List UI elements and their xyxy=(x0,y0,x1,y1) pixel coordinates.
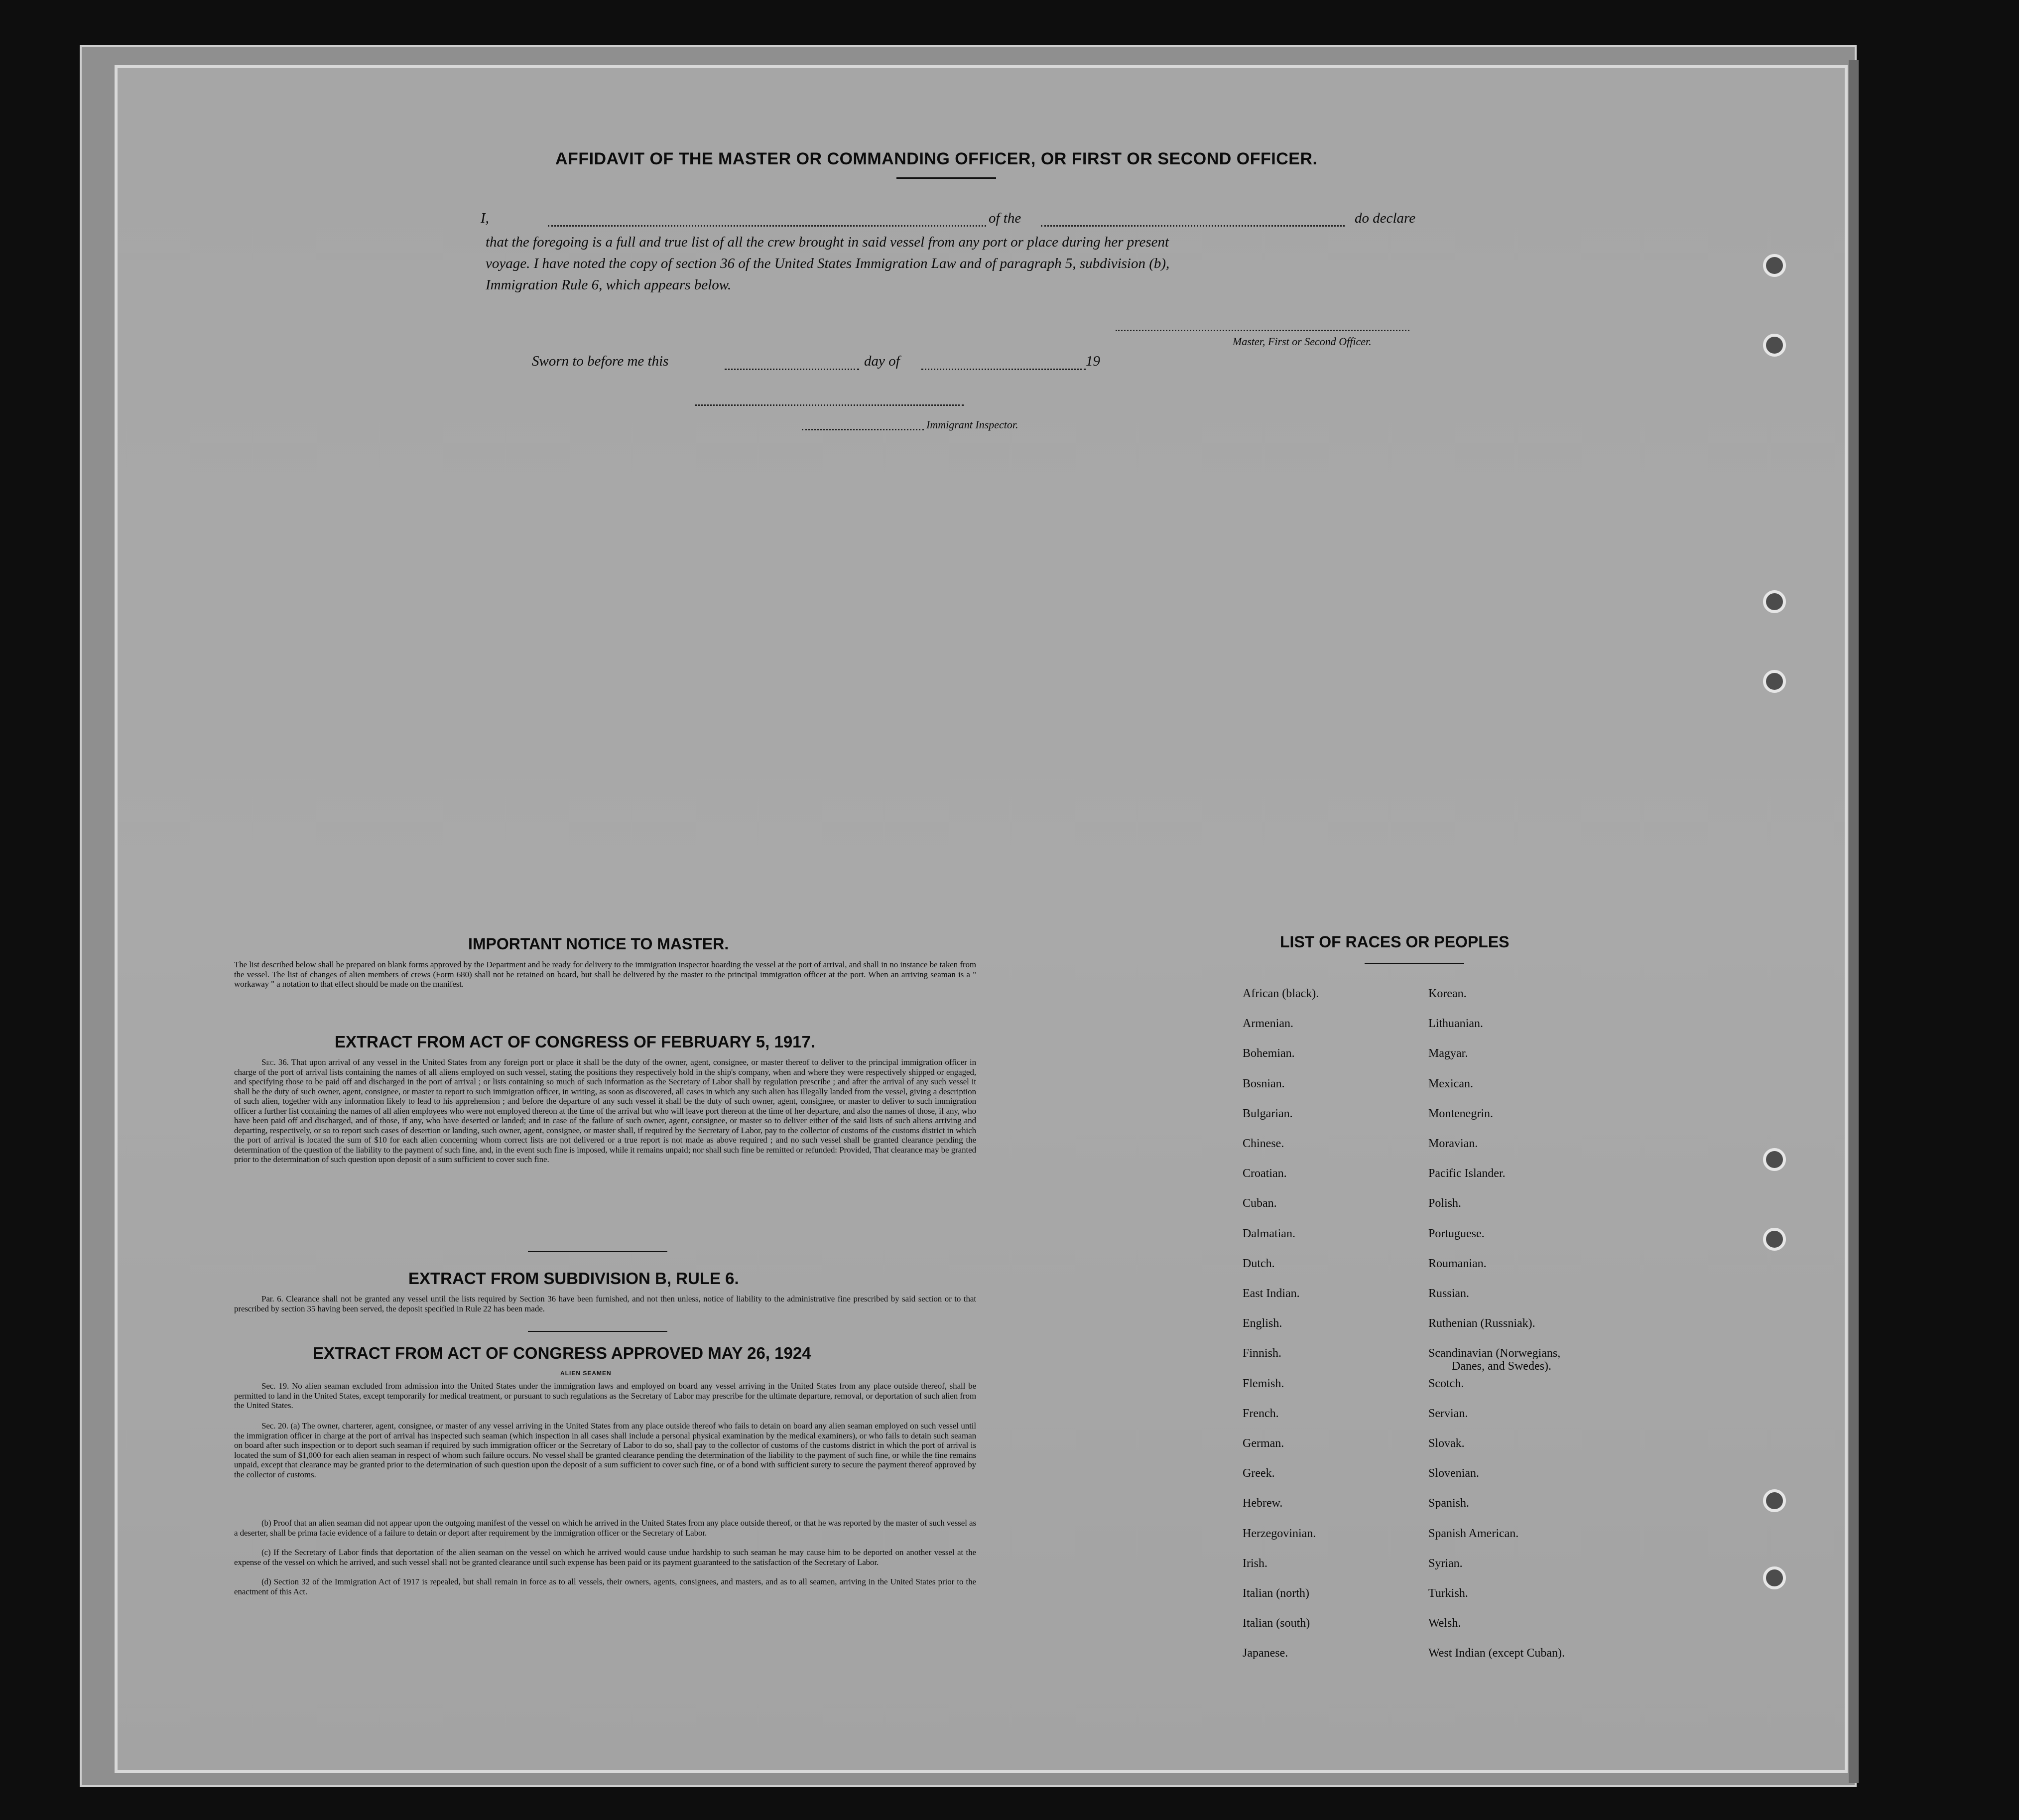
binder-hole xyxy=(1763,254,1786,277)
day-blank xyxy=(725,369,859,370)
affidavit-of-the: of the xyxy=(989,210,1021,226)
notice-body: The list described below shall be prepared on blank forms approved by the Department and be ready for delivery to the immigration inspector boarding the vessel at the port of arrival, and shall in no instance be taken from the vessel. The list of changes of alien members of crews (Form 680) shall not be retained on board, but shall be delivered by the master to the principal immigration officer at the port. When an arriving seaman is a " workaway " a notation to that effect should be made on the manifest. xyxy=(234,960,976,989)
race-item: Italian (north) xyxy=(1243,1587,1309,1600)
race-item: Cuban. xyxy=(1243,1197,1277,1210)
race-item: Flemish. xyxy=(1243,1377,1284,1390)
race-item: Moravian. xyxy=(1428,1137,1478,1150)
sworn-year: 19 xyxy=(1086,353,1100,369)
binder-hole xyxy=(1763,1148,1786,1171)
race-item: Roumanian. xyxy=(1428,1257,1487,1270)
race-item: Dalmatian. xyxy=(1243,1227,1295,1240)
affidavit-declare: do declare xyxy=(1355,210,1416,226)
race-item: Lithuanian. xyxy=(1428,1017,1483,1031)
race-item: Magyar. xyxy=(1428,1047,1468,1060)
act-1924-sec-19: Sec. 19. No alien seaman excluded from admission into the United States under the immigration laws and employed on board any vessel arriving in the United States from any place outside thereof, shall be permitted to land in the United States, except temporarily for medical treatment, or pursuant to such regulations as the Secretary of Labor may prescribe for the ultimate departure, removal, or deportation of such alien from the United States. xyxy=(234,1381,976,1410)
affidavit-line-3: voyage. I have noted the copy of section 36 of the United States Immigration Law and of paragraph 5, subdivision (b), xyxy=(486,256,1170,271)
vessel-blank xyxy=(1041,225,1345,227)
race-item: Scandinavian (Norwegians, xyxy=(1428,1347,1561,1360)
inspector-line xyxy=(802,429,924,430)
race-item: Ruthenian (Russniak). xyxy=(1428,1317,1535,1330)
name-blank xyxy=(548,225,986,227)
race-item: Chinese. xyxy=(1243,1137,1284,1150)
act-1917-section-label: Sec. 36. xyxy=(261,1057,289,1067)
page-edge xyxy=(1849,60,1859,1783)
affidavit-title: AFFIDAVIT OF THE MASTER OR COMMANDING OFFICER, OR FIRST OR SECOND OFFICER. xyxy=(555,149,1318,168)
act-1917-title: EXTRACT FROM ACT OF CONGRESS OF FEBRUARY 5, 1917. xyxy=(335,1033,816,1051)
act-1924-sec-20d: (d) Section 32 of the Immigration Act of 1917 is repealed, but shall remain in force as to all vessels, their owners, agents, consignees, and masters, and as to all seamen, arriving in the United States prior to the enactment of this Act. xyxy=(234,1577,976,1596)
act-1924-sec-20b: (b) Proof that an alien seaman did not appear upon the outgoing manifest of the vessel on which he arrived in the United States from any place outside thereof, or that he was reported by the master of such vessel as a deserter, shall be prima facie evidence of a failure to detain or deport after requirement by the immigration officer or the Secretary of Labor. xyxy=(234,1518,976,1538)
race-item: Turkish. xyxy=(1428,1587,1468,1600)
race-item: Bohemian. xyxy=(1243,1047,1295,1060)
race-item: Finnish. xyxy=(1243,1347,1282,1360)
race-item: Syrian. xyxy=(1428,1557,1463,1570)
race-item: Pacific Islander. xyxy=(1428,1167,1506,1180)
act-1924-sec-20a: Sec. 20. (a) The owner, charterer, agent, consignee, or master of any vessel arriving in the United States from any place outside thereof who fails to detain on board any alien seaman employed on such vessel until the immigration officer in charge at the port of arrival has inspected such seaman (which inspection in all cases shall include a personal physical examination by the medical examiners), or who fails to detain such seaman on board after such inspection or to deport such seaman if required by such immigration officer or the Secretary of Labor to do so, shall pay to the collector of customs of the customs district in which the port of arrival is located the sum of $1,000 for each alien seaman in respect of whom such failure occurs. No vessel shall be granted clearance pending the determination of the liability to the payment of such fine, or while the fine remains unpaid, except that clearance may be granted prior to the determination of such question upon the deposit of a sum sufficient to cover such fine, or of a bond with sufficient surety to secure the payment thereof approved by the collector of customs. xyxy=(234,1421,976,1479)
divider-rule xyxy=(896,177,996,179)
document-page xyxy=(115,65,1848,1773)
act-1917-body xyxy=(234,1057,976,1165)
divider-rule xyxy=(1365,963,1464,964)
notice-title: IMPORTANT NOTICE TO MASTER. xyxy=(468,935,729,953)
affidavit-line-4: Immigration Rule 6, which appears below. xyxy=(486,277,732,293)
race-item: Armenian. xyxy=(1243,1017,1293,1031)
binder-hole xyxy=(1763,670,1786,693)
race-item: French. xyxy=(1243,1407,1279,1420)
race-item: West Indian (except Cuban). xyxy=(1428,1647,1565,1660)
race-item: Japanese. xyxy=(1243,1647,1288,1660)
race-item: Herzegovinian. xyxy=(1243,1527,1316,1540)
race-item: Italian (south) xyxy=(1243,1617,1310,1630)
affidavit-line-2: that the foregoing is a full and true list of all the crew brought in said vessel from any port or place during her present xyxy=(486,234,1169,250)
binder-hole xyxy=(1763,334,1786,357)
race-item: Croatian. xyxy=(1243,1167,1287,1180)
race-item: Hebrew. xyxy=(1243,1497,1283,1510)
divider-rule xyxy=(528,1331,667,1332)
race-item: Welsh. xyxy=(1428,1617,1461,1630)
race-item: Spanish. xyxy=(1428,1497,1470,1510)
sworn-prefix: Sworn to before me this xyxy=(532,353,669,369)
binder-hole xyxy=(1763,1566,1786,1589)
race-item: East Indian. xyxy=(1243,1287,1300,1300)
act-1917-text: That upon arrival of any vessel in the United States from any foreign port or place it shall be the duty of the owner, agent, consignee, or master thereof to deliver to the principal immigration officer in charge of the port of arrival lists containing the names of all aliens employed on such vessel, stating the positions they respectively hold in the ship's company, when and where they were respectively shipped or engaged, and specifying those to be paid off and discharged in the port of arrival ; or lists containing so much of such information as the Secretary of Labor shall by regulation prescribe ; and after the arrival of any such vessel it shall be the duty of such owner, agent, consignee, or master to report to such immigration officer, in writing, as soon as discovered, all cases in which any such alien has illegally landed from the vessel, giving a description of such alien, together with any information likely to lead to his apprehension ; and before the departure of any such vessel it shall be the duty of such owner, agent, consignee, or master to deliver to such immigration officer a further list containing the names of all alien employees who were not employed thereon at the time of the arrival but who will leave port thereon at the time of her departure, and also the names of those, if any, who have been paid off and discharged, and of those, if any, who have deserted or landed; and in case of the failure of such owner, agent, consignee, or master so to deliver either of the said lists of such aliens arriving and departing, respectively, or so to report such cases of desertion or landing, such owner, agent, consignee, or master shall, if required by the Secretary of Labor, pay to the collector of customs of the customs district in which the port of arrival is located the sum of $10 for each alien concerning whom correct lists are not delivered or a true report is not made as above required ; and no such vessel shall be granted clearance pending the determination of the question of the liability to the payment of such fine, and, in the event such fine is imposed, while it remains unpaid; nor shall such fine be remitted or refunded: Provided, That clearance may be granted prior to the determination of such question upon deposit of a sum sufficient to cover such fine. xyxy=(234,1057,976,1164)
race-scandinavian-continued: Danes, and Swedes). xyxy=(1452,1360,1551,1373)
race-item: Mexican. xyxy=(1428,1077,1473,1090)
inspector-label: Immigrant Inspector. xyxy=(926,418,1018,431)
divider-rule xyxy=(528,1251,667,1252)
race-item: Korean. xyxy=(1428,987,1467,1000)
race-item: Servian. xyxy=(1428,1407,1468,1420)
race-item: German. xyxy=(1243,1437,1284,1450)
race-item: English. xyxy=(1243,1317,1282,1330)
race-item: Bosnian. xyxy=(1243,1077,1285,1090)
race-item: Greek. xyxy=(1243,1467,1275,1480)
race-item: Irish. xyxy=(1243,1557,1267,1570)
race-item: Montenegrin. xyxy=(1428,1107,1493,1120)
signature-label: Master, First or Second Officer. xyxy=(1233,335,1372,348)
inspector-signature-line xyxy=(695,404,964,406)
rule-6-title: EXTRACT FROM SUBDIVISION B, RULE 6. xyxy=(408,1269,739,1288)
binder-hole xyxy=(1763,1228,1786,1251)
race-item: Portuguese. xyxy=(1428,1227,1485,1240)
race-item: Scotch. xyxy=(1428,1377,1464,1390)
race-item: Slovak. xyxy=(1428,1437,1465,1450)
races-title: LIST OF RACES OR PEOPLES xyxy=(1280,933,1510,951)
race-item: African (black). xyxy=(1243,987,1319,1000)
act-1924-subtitle: ALIEN SEAMEN xyxy=(560,1370,612,1377)
signature-line xyxy=(1116,330,1409,331)
race-item: Dutch. xyxy=(1243,1257,1275,1270)
act-1924-sec-20c: (c) If the Secretary of Labor finds that deportation of the alien seaman on the vessel on which he arrived would cause undue hardship to such seaman he may cause him to be deported on another vessel at the expense of the vessel on which he arrived, and such vessel shall not be granted clearance until such expense has been paid or its payment guaranteed to the satisfaction of the Secretary of Labor. xyxy=(234,1548,976,1567)
race-item: Polish. xyxy=(1428,1197,1462,1210)
sworn-day-of: day of xyxy=(864,353,900,369)
binder-hole xyxy=(1763,1489,1786,1512)
month-blank xyxy=(921,369,1086,370)
race-item: Russian. xyxy=(1428,1287,1470,1300)
affidavit-i: I, xyxy=(481,210,489,226)
race-item: Slovenian. xyxy=(1428,1467,1479,1480)
act-1924-title: EXTRACT FROM ACT OF CONGRESS APPROVED MAY 26, 1924 xyxy=(313,1344,811,1362)
rule-6-body: Par. 6. Clearance shall not be granted any vessel until the lists required by Section 36 have been furnished, and not then unless, notice of liability to the administrative fine prescribed by said section or to that prescribed by section 35 having been served, the deposit specified in Rule 22 has been made. xyxy=(234,1294,976,1313)
race-item: Spanish American. xyxy=(1428,1527,1519,1540)
race-item: Bulgarian. xyxy=(1243,1107,1293,1120)
binder-hole xyxy=(1763,590,1786,613)
